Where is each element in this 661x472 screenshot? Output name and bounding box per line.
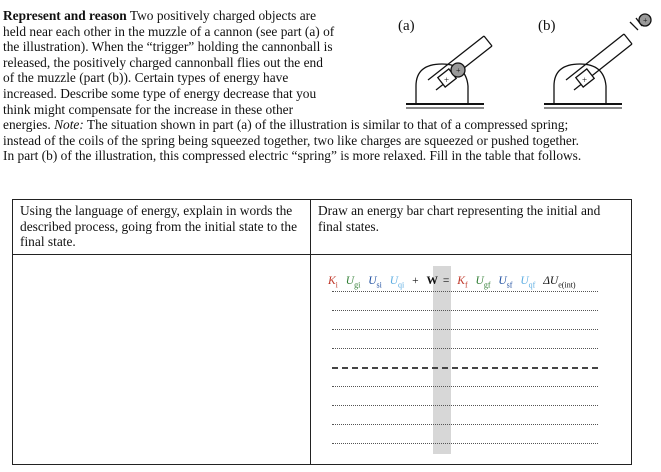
problem-line: Represent and reason Two positively charged objects are <box>3 8 317 23</box>
cannon-drawing <box>392 8 654 120</box>
label-W: W <box>426 275 439 287</box>
chart-gridline <box>332 348 598 349</box>
explanation-area[interactable] <box>13 255 311 465</box>
cannon-a <box>406 36 492 108</box>
chart-gridline <box>332 443 598 444</box>
label-Usf: $U_{sf}$ <box>498 275 513 290</box>
right-header: Draw an energy bar chart representing the initial and final states. <box>311 200 632 255</box>
chart-gridline <box>332 424 598 425</box>
label-Uqi: $U_{qi}$ <box>389 275 405 290</box>
problem-line: of the muzzle (part (b)). Certain types of energy have <box>3 70 289 86</box>
problem-line: think might compensate for the increase in these other <box>3 101 294 117</box>
plus-sign-ball-a: + <box>456 66 461 75</box>
problem-line: In part (b) of the illustration, this compressed electric “spring” is more relaxed. Fill in the table that follows. <box>3 148 582 164</box>
figure-label-b: (b) <box>538 18 556 34</box>
work-column-shade <box>433 266 451 454</box>
plus-sign-b: + <box>582 75 588 85</box>
chart-gridline <box>332 310 598 311</box>
label-Kf: $K_f$ <box>457 275 468 290</box>
energy-bar-chart <box>318 258 624 461</box>
label-Usi: $U_{si}$ <box>368 275 382 290</box>
bar-chart-area[interactable] <box>311 255 632 465</box>
left-header: Using the language of energy, explain in words the described process, going from the initial state to the final state. <box>13 200 311 255</box>
problem-line: held near each other in the muzzle of a cannon (see part (a) of <box>3 23 335 39</box>
problem-line: the illustration). When the “trigger” holding the cannonball is <box>3 39 333 55</box>
chart-zero-line <box>332 367 598 369</box>
problem-line: instead of the coils of the spring being squeezed together, two like charges are squeezed or pushed together. <box>3 132 579 148</box>
label-Uqf: $U_{qf}$ <box>520 275 536 290</box>
label-plus: + <box>412 275 419 287</box>
chart-gridline <box>332 386 598 387</box>
label-Ki: $K_i$ <box>328 275 338 290</box>
bar-chart-header <box>328 274 581 293</box>
label-Ugf: $U_{gf}$ <box>475 275 491 290</box>
label-dU: $\Delta U_{e(int)}$ <box>543 275 576 290</box>
answer-table <box>12 199 632 465</box>
note-label: Note: <box>54 117 84 133</box>
figure-label-a: (a) <box>398 18 415 34</box>
label-Ugi: $U_{gi}$ <box>345 275 361 290</box>
chart-baseline-top <box>332 291 598 292</box>
chart-gridline <box>332 329 598 330</box>
problem-line: energies. Note: The situation shown in part (a) of the illustration is similar to that of a compressed spring; <box>3 117 569 133</box>
problem-line: released, the positively charged cannonball flies out the end <box>3 54 323 70</box>
cannon-illustration <box>392 8 654 120</box>
plus-sign-a: + <box>444 75 450 85</box>
plus-sign-ball-b: + <box>643 16 648 25</box>
problem-title: Represent and reason <box>3 8 127 23</box>
label-equals: = <box>442 275 450 287</box>
cannon-b <box>544 14 651 108</box>
chart-gridline <box>332 405 598 406</box>
problem-line: increased. Describe some type of energy decrease that you <box>3 85 317 101</box>
